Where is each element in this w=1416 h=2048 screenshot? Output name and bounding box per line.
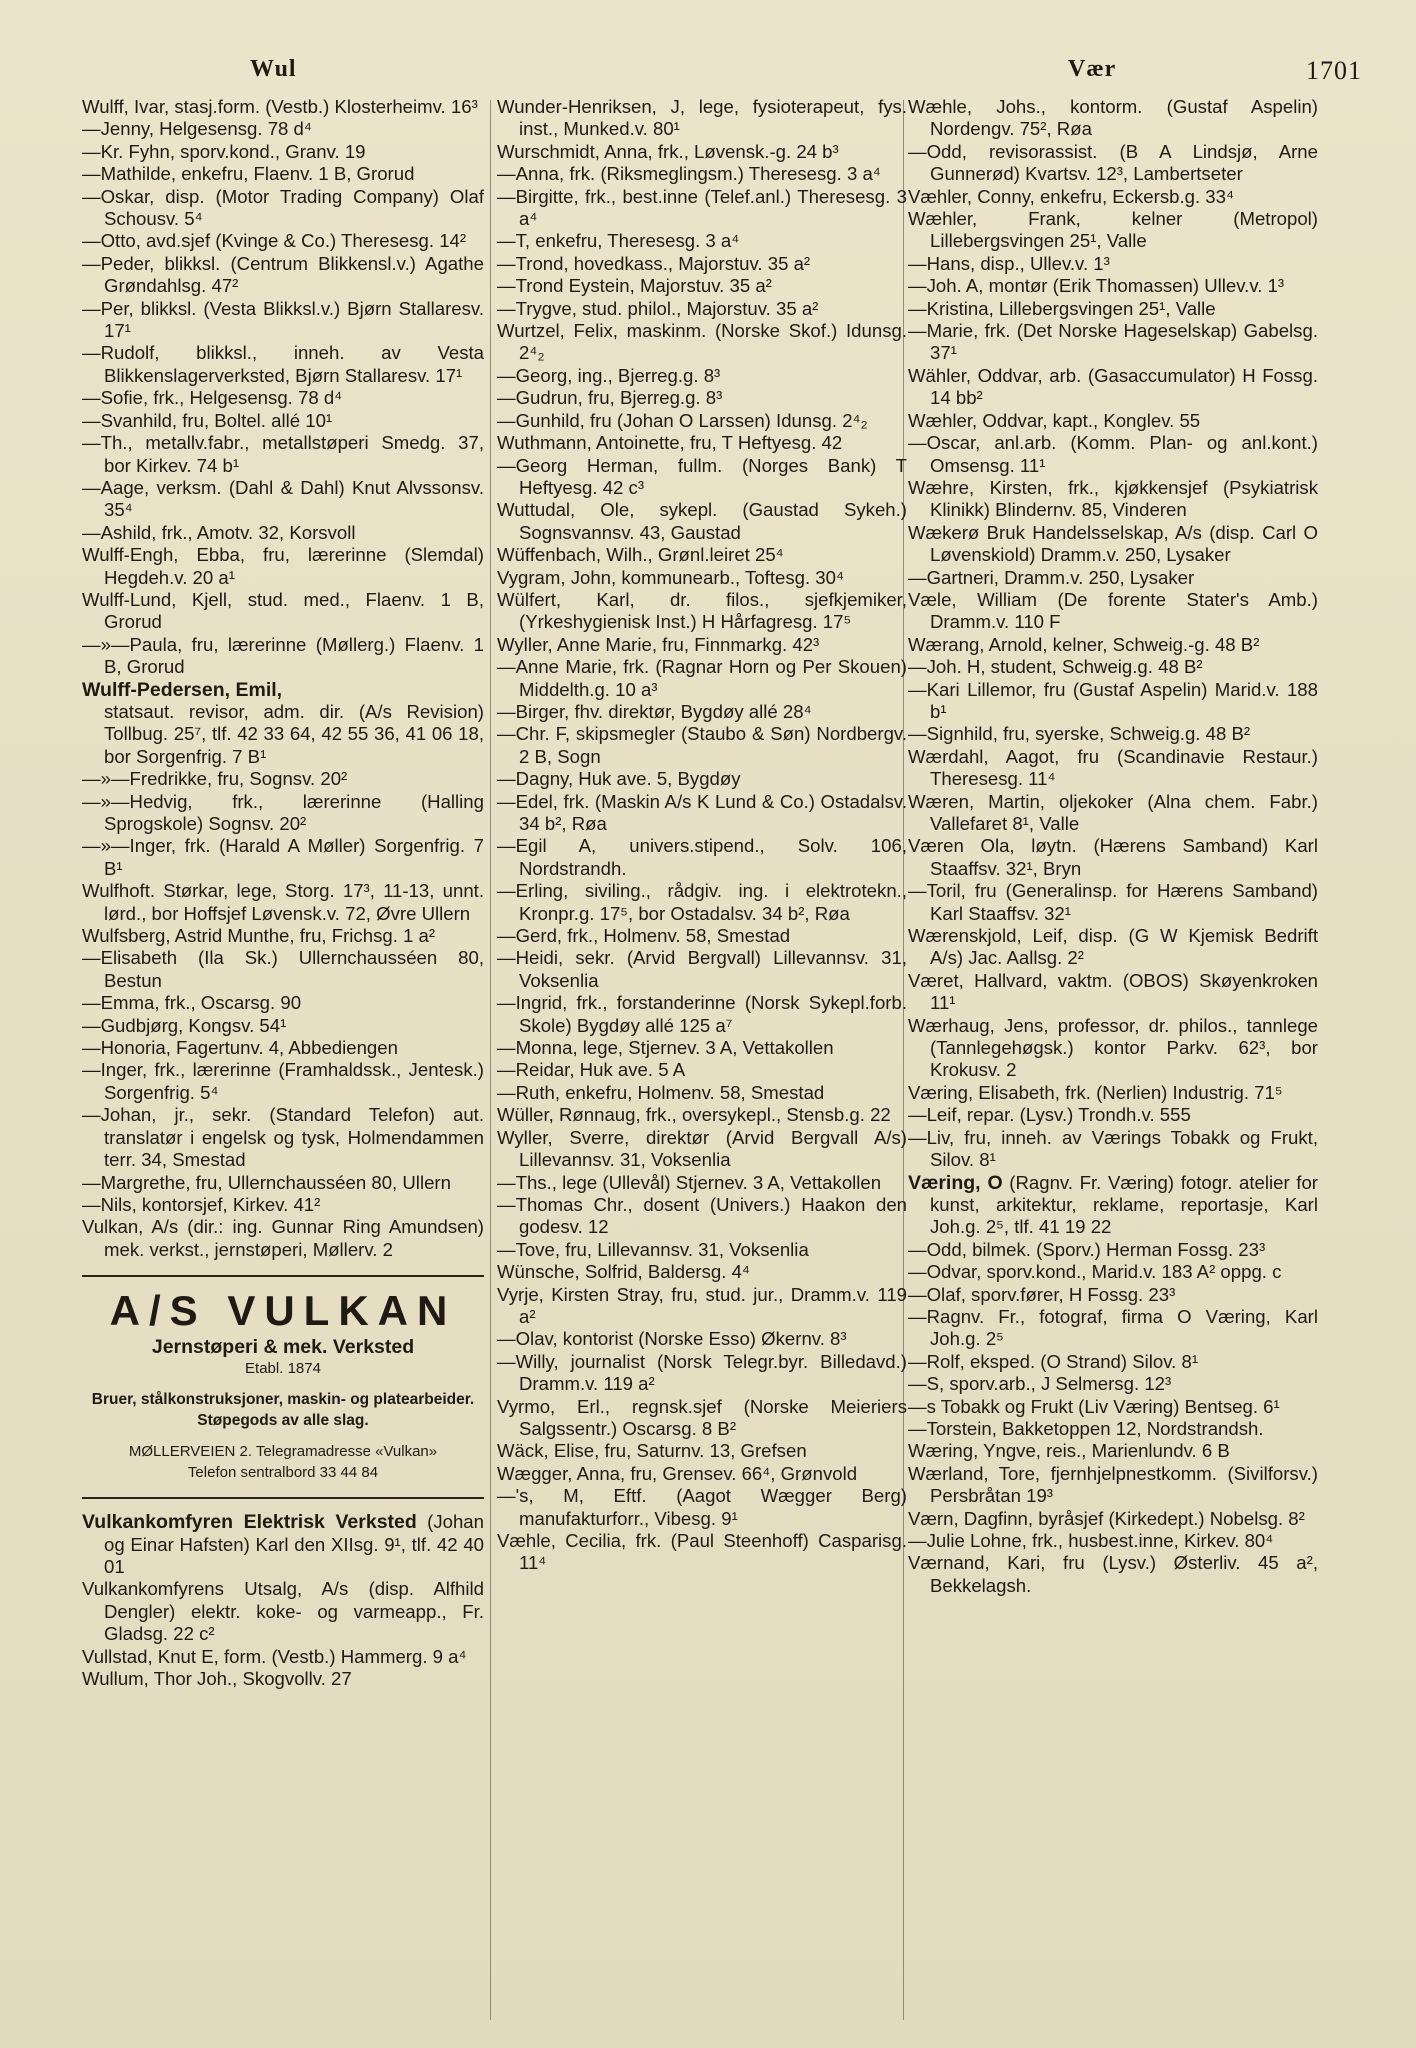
directory-entry: —Per, blikksl. (Vesta Blikksl.v.) Bjørn Stallaresv. 17¹ <box>82 297 484 342</box>
directory-entry: —Leif, repar. (Lysv.) Trondh.v. 555 <box>908 1104 1191 1126</box>
directory-entry: Wähler, Oddvar, arb. (Gasaccumulator) H Fossg. 14 bb² <box>908 364 1318 409</box>
directory-entry: —Gunhild, fru (Johan O Larssen) Idunsg. 2⁴₂ <box>497 409 868 431</box>
directory-entry: —Elisabeth (Ila Sk.) Ullernchausséen 80, Bestun <box>82 947 484 991</box>
directory-entry: Wulff-Lund, Kjell, stud. med., Flaenv. 1 B, Grorud <box>82 588 484 633</box>
directory-entry: —Birger, fhv. direktør, Bygdøy allé 28⁴ <box>497 700 812 722</box>
ad-subtitle: Jernstøperi & mek. Verksted <box>151 1336 415 1359</box>
directory-entry: —Toril, fru (Generalinsp. for Hærens Samband) Karl Staaffsv. 32¹ <box>908 880 1318 924</box>
entry-list <box>908 1239 1318 1598</box>
directory-entry: —Odd, revisorassist. (B A Lindsjø, Arne Gunnerød) Kvartsv. 12³, Lambertseter <box>908 140 1318 185</box>
directory-entry: Wuttudal, Ole, sykepl. (Gaustad Sykeh.) Sognsvannsv. 43, Gaustad <box>497 499 907 543</box>
directory-entry: —T, enkefru, Theresesg. 3 a⁴ <box>497 230 740 252</box>
directory-entry: —Dagny, Huk ave. 5, Bygdøy <box>497 768 741 790</box>
entry-bold-name: Væring, O <box>908 1171 1003 1194</box>
directory-entry: —Margrethe, fru, Ullernchausséen 80, Ullern <box>82 1171 451 1193</box>
entry-list <box>497 96 907 1575</box>
directory-entry: —Mathilde, enkefru, Flaenv. 1 B, Grorud <box>82 163 415 185</box>
directory-entry: —Edel, frk. (Maskin A/s K Lund & Co.) Ostadalsv. 34 b², Røa <box>497 790 907 834</box>
directory-entry: —Joh. A, montør (Erik Thomassen) Ullev.v. 1³ <box>908 275 1285 297</box>
directory-entry: —Willy, journalist (Norsk Telegr.byr. Billedavd.) Dramm.v. 119 a² <box>497 1350 907 1395</box>
directory-entry: Wurtzel, Felix, maskinm. (Norske Skof.) Idunsg. 2⁴₂ <box>497 320 907 364</box>
directory-entry: —Gudbjørg, Kongsv. 54¹ <box>82 1014 287 1036</box>
directory-entry: Wünsche, Solfrid, Baldersg. 4⁴ <box>497 1261 750 1283</box>
entry-bold-name: Vulkankomfyren Elektrisk Verksted <box>82 1511 417 1534</box>
directory-entry: —Thomas Chr., dosent (Univers.) Haakon den godesv. 12 <box>497 1193 907 1238</box>
directory-entry: Wulfsberg, Astrid Munthe, fru, Frichsg. 1 a² <box>82 925 436 947</box>
directory-entry: —Ruth, enkefru, Holmenv. 58, Smestad <box>497 1081 825 1103</box>
directory-entry <box>908 1172 1318 1239</box>
ad-phone: Telefon sentralbord 33 44 84 <box>187 1464 379 1482</box>
entry-bold-name: Wulff-Pedersen, Emil, <box>82 678 283 701</box>
directory-entry: Wærang, Arnold, kelner, Schweig.-g. 48 B² <box>908 633 1260 655</box>
directory-entry: —Ragnv. Fr., fotograf, firma O Væring, Karl Joh.g. 2⁵ <box>908 1305 1318 1350</box>
directory-entry: —Kristina, Lillebergsvingen 25¹, Valle <box>908 297 1216 319</box>
directory-entry: —Aage, verksm. (Dahl & Dahl) Knut Alvssonsv. 35⁴ <box>82 476 484 521</box>
directory-entry: —Olaf, sporv.fører, H Fossg. 23³ <box>908 1283 1176 1305</box>
directory-entry: —Liv, fru, inneh. av Værings Tobakk og Frukt, Silov. 8¹ <box>908 1126 1318 1171</box>
directory-entry: —Ashild, frk., Amotv. 32, Korsvoll <box>82 521 356 543</box>
directory-entry: Wæhle, Johs., kontorm. (Gustaf Aspelin) Nordengv. 75², Røa <box>908 96 1318 140</box>
directory-entry: Wærdahl, Aagot, fru (Scandinavie Restaur.) Theresesg. 11⁴ <box>908 745 1318 790</box>
directory-entry: Wægger, Anna, fru, Grensev. 66⁴, Grønvold <box>497 1462 858 1484</box>
directory-entry: Wullum, Thor Joh., Skogvollv. 27 <box>82 1667 352 1689</box>
directory-entry: —Kari Lillemor, fru (Gustaf Aspelin) Marid.v. 188 b¹ <box>908 678 1318 722</box>
directory-entry: —Anne Marie, frk. (Ragnar Horn og Per Skouen) Middelth.g. 10 a³ <box>497 656 907 700</box>
directory-entry: Wækerø Bruk Handelsselskap, A/s (disp. Carl O Løvenskiold) Dramm.v. 250, Lysaker <box>908 521 1318 566</box>
directory-entry: —Odd, bilmek. (Sporv.) Herman Fossg. 23³ <box>908 1238 1266 1260</box>
directory-entry: Wyller, Sverre, direktør (Arvid Bergvall A/s) Lillevannsv. 31, Voksenlia <box>497 1126 907 1171</box>
column-divider <box>490 100 491 2020</box>
directory-entry: —Rudolf, blikksl., inneh. av Vesta Blikkenslagerverksted, Bjørn Stallaresv. 17¹ <box>82 342 484 386</box>
column-2 <box>497 96 907 2028</box>
entry-list <box>82 1578 484 1690</box>
directory-entry: —Trond, hovedkass., Majorstuv. 35 a² <box>497 252 811 274</box>
directory-entry: Vulkan, A/s (dir.: ing. Gunnar Ring Amundsen) mek. verkst., jernstøperi, Møllerv. 2 <box>82 1216 484 1260</box>
directory-entry: —Rolf, eksped. (O Strand) Silov. 8¹ <box>908 1350 1199 1372</box>
directory-entry: —Monna, lege, Stjernev. 3 A, Vettakollen <box>497 1037 834 1059</box>
directory-entry: —Johan, jr., sekr. (Standard Telefon) aut. translatør i engelsk og tysk, Holmendammen terr. 34, Smestad <box>82 1104 484 1171</box>
directory-entry: —Tove, fru, Lillevannsv. 31, Voksenlia <box>497 1238 809 1260</box>
directory-entry: Wunder-Henriksen, J, lege, fysioterapeut, fys. inst., Munked.v. 80¹ <box>497 96 907 140</box>
directory-entry: Wulfhoft. Størkar, lege, Storg. 17³, 11-13, unnt. lørd., bor Hoffsjef Løvensk.v. 72, Øvre Ullern <box>82 880 484 924</box>
running-head-right: Vær <box>1068 56 1117 82</box>
directory-entry: —Julie Lohne, frk., husbest.inne, Kirkev. 80⁴ <box>908 1530 1274 1551</box>
directory-entry: Wærhaug, Jens, professor, dr. philos., tannlege (Tannlegehøgsk.) kontor Parkv. 62³, bor Krokusv. 2 <box>908 1014 1318 1081</box>
directory-entry: —Erling, siviling., rådgiv. ing. i elektrotekn., Kronpr.g. 17⁵, bor Ostadalsv. 34 b², Røa <box>497 880 907 924</box>
entry-list <box>908 96 1318 1172</box>
directory-entry: Værn, Dagfinn, byråsjef (Kirkedept.) Nobelsg. 8² <box>908 1507 1305 1529</box>
directory-entry: —Torstein, Bakketoppen 12, Nordstrandsh. <box>908 1417 1264 1439</box>
directory-entry: —Anna, frk. (Riksmeglingsm.) Theresesg. 3 a⁴ <box>497 163 881 185</box>
directory-entry: Wäck, Elise, fru, Saturnv. 13, Grefsen <box>497 1440 807 1462</box>
directory-entry: —Georg, ing., Bjerreg.g. 8³ <box>497 364 721 386</box>
directory-entry: —s Tobakk og Frukt (Liv Væring) Bentseg. 6¹ <box>908 1395 1280 1417</box>
directory-entry: Vyrje, Kirsten Stray, fru, stud. jur., Dramm.v. 119 a² <box>497 1283 907 1327</box>
advertisement-vulkan <box>82 1275 484 1499</box>
directory-entry: Væle, William (De forente Stater's Amb.) Dramm.v. 110 F <box>908 588 1318 633</box>
column-3 <box>908 96 1318 2028</box>
directory-entry: —Olav, kontorist (Norske Esso) Økernv. 8³ <box>497 1328 847 1350</box>
directory-entry: Wæhre, Kirsten, frk., kjøkkensjef (Psykiatrisk Klinikk) Blindernv. 85, Vinderen <box>908 476 1318 521</box>
directory-entry: Væhler, Conny, enkefru, Eckersb.g. 33⁴ <box>908 185 1234 207</box>
directory-entry: Wæhler, Frank, kelner (Metropol) Lillebergsvingen 25¹, Valle <box>908 208 1318 252</box>
directory-entry: —Gudrun, fru, Bjerreg.g. 8³ <box>497 387 723 409</box>
directory-entry: Værnand, Kari, fru (Lysv.) Østerliv. 45 a², Bekkelagsh. <box>908 1552 1318 1596</box>
directory-entry: —Peder, blikksl. (Centrum Blikkensl.v.) Agathe Grøndahlsg. 47² <box>82 252 484 297</box>
directory-entry: Wærenskjold, Leif, disp. (G W Kjemisk Bedrift A/s) Jac. Aallsg. 2² <box>908 925 1318 969</box>
directory-entry: —Oskar, disp. (Motor Trading Company) Olaf Schousv. 5⁴ <box>82 185 484 230</box>
directory-entry <box>82 1511 484 1578</box>
column-1 <box>82 96 484 2028</box>
directory-entry: —Otto, avd.sjef (Kvinge & Co.) Theresesg. 14² <box>82 230 467 252</box>
directory-entry: Vyrmo, Erl., regnsk.sjef (Norske Meieriers Salgssentr.) Oscarsg. 8 B² <box>497 1395 907 1439</box>
ad-address: MØLLERVEIEN 2. Telegramadresse «Vulkan» <box>128 1443 438 1461</box>
ad-title: A/S VULKAN <box>109 1287 457 1335</box>
directory-entry: —Hans, disp., Ullev.v. 1³ <box>908 252 1110 274</box>
entry-text: statsaut. revisor, adm. dir. (A/s Revision) Tollbug. 25⁷, tlf. 42 33 64, 42 55 36, 41 06 18, bor Sorgenfrig. 7 B¹ <box>104 700 484 767</box>
directory-entry: —»—Inger, frk. (Harald A Møller) Sorgenfrig. 7 B¹ <box>82 835 484 879</box>
directory-entry: —Nils, kontorsjef, Kirkev. 41² <box>82 1193 321 1215</box>
directory-entry: —»—Fredrikke, fru, Sognsv. 20² <box>82 768 348 790</box>
directory-entry: —Georg Herman, fullm. (Norges Bank) T Heftyesg. 42 c³ <box>497 454 907 498</box>
directory-entry: —S, sporv.arb., J Selmersg. 12³ <box>908 1373 1172 1395</box>
directory-entry: Været, Hallvard, vaktm. (OBOS) Skøyenkroken 11¹ <box>908 969 1318 1014</box>
directory-entry: —Joh. H, student, Schweig.g. 48 B² <box>908 656 1203 678</box>
running-head-left: Wul <box>250 56 297 82</box>
directory-entry: Wæren, Martin, oljekoker (Alna chem. Fabr.) Vallefaret 8¹, Valle <box>908 790 1318 834</box>
directory-entry: —Chr. F, skipsmegler (Staubo & Søn) Nordbergv. 2 B, Sogn <box>497 723 907 767</box>
directory-entry: —Gartneri, Dramm.v. 250, Lysaker <box>908 566 1195 588</box>
directory-entry: —Marie, frk. (Det Norske Hageselskap) Gabelsg. 37¹ <box>908 320 1318 364</box>
directory-entry: —Ths., lege (Ullevål) Stjernev. 3 A, Vettakollen <box>497 1171 882 1193</box>
entry-text: (Ragnv. Fr. Væring) fotogr. atelier for kunst, arkitektur, reklame, reportasje, Karl Joh.g. 2⁵, tlf. 41 19 22 <box>930 1171 1318 1238</box>
directory-entry: —Egil A, univers.stipend., Solv. 106, Nordstrandh. <box>497 835 907 879</box>
directory-entry: Wuthmann, Antoinette, fru, T Heftyesg. 42 <box>497 432 843 454</box>
directory-entry: —»—Hedvig, frk., lærerinne (Halling Sprogskole) Sognsv. 20² <box>82 790 484 834</box>
directory-entry: Wulff, Ivar, stasj.form. (Vestb.) Klosterheimv. 16³ <box>82 96 478 117</box>
directory-entry: —Svanhild, fru, Boltel. allé 10¹ <box>82 409 333 431</box>
ad-established: Etabl. 1874 <box>245 1360 321 1378</box>
directory-entry: —Trond Eystein, Majorstuv. 35 a² <box>497 275 772 297</box>
directory-entry: —»—Paula, fru, lærerinne (Møllerg.) Flaenv. 1 B, Grorud <box>82 633 484 678</box>
directory-entry: —Trygve, stud. philol., Majorstuv. 35 a² <box>497 297 819 319</box>
directory-entry: —Gerd, frk., Holmenv. 58, Smestad <box>497 925 791 947</box>
directory-entry: Vulkankomfyrens Utsalg, A/s (disp. Alfhild Dengler) elektr. koke- og varmeapp., Fr. Gladsg. 22 c² <box>82 1578 484 1645</box>
directory-entry: Vullstad, Knut E, form. (Vestb.) Hammerg. 9 a⁴ <box>82 1645 467 1667</box>
directory-entry: —Th., metallv.fabr., metallstøperi Smedg. 37, bor Kirkev. 74 b¹ <box>82 432 484 476</box>
entry-list <box>82 768 484 1261</box>
directory-entry: Wyller, Anne Marie, fru, Finnmarkg. 42³ <box>497 633 820 655</box>
directory-entry: Wurschmidt, Anna, frk., Løvensk.-g. 24 b³ <box>497 140 839 162</box>
directory-entry: —Birgitte, frk., best.inne (Telef.anl.) Theresesg. 3 a⁴ <box>497 185 907 230</box>
directory-entry: Wærland, Tore, fjernhjelpnestkomm. (Sivilforsv.) Persbråtan 19³ <box>908 1462 1318 1507</box>
directory-entry: —Sofie, frk., Helgesensg. 78 d⁴ <box>82 387 343 409</box>
directory-entry: —Odvar, sporv.kond., Marid.v. 183 A² oppg. c <box>908 1261 1282 1283</box>
directory-entry: —Reidar, Huk ave. 5 A <box>497 1059 686 1081</box>
page-number: 1701 <box>1306 56 1362 85</box>
ad-footer <box>82 1441 484 1499</box>
entry-list <box>82 96 484 679</box>
entry-text: (Johan og Einar Hafsten) Karl den XIIsg. 9¹, tlf. 42 40 01 <box>104 1511 484 1577</box>
directory-entry: —Emma, frk., Oscarsg. 90 <box>82 992 302 1014</box>
directory-entry: —Signhild, fru, syerske, Schweig.g. 48 B² <box>908 723 1251 745</box>
directory-entry: Wulff-Engh, Ebba, fru, lærerinne (Slemdal) Hegdeh.v. 20 a¹ <box>82 544 484 588</box>
directory-entry: —Ingrid, frk., forstanderinne (Norsk Sykepl.forb. Skole) Bygdøy allé 125 a⁷ <box>497 992 907 1036</box>
directory-entry: Væring, Elisabeth, frk. (Nerlien) Industrig. 71⁵ <box>908 1081 1283 1103</box>
directory-entry: —Jenny, Helgesensg. 78 d⁴ <box>82 118 312 140</box>
directory-entry: —Heidi, sekr. (Arvid Bergvall) Lillevannsv. 31, Voksenlia <box>497 947 907 991</box>
directory-entry: —Honoria, Fagertunv. 4, Abbediengen <box>82 1037 398 1059</box>
directory-entry: —Kr. Fyhn, sporv.kond., Granv. 19 <box>82 140 366 162</box>
directory-entry: Wæring, Yngve, reis., Marienlundv. 6 B <box>908 1440 1230 1462</box>
directory-entry: Wüffenbach, Wilh., Grønl.leiret 25⁴ <box>497 544 784 566</box>
directory-entry: Wæhler, Oddvar, kapt., Konglev. 55 <box>908 409 1201 431</box>
directory-entry: Væren Ola, løytn. (Hærens Samband) Karl Staaffsv. 32¹, Bryn <box>908 835 1318 879</box>
directory-entry <box>82 679 484 769</box>
directory-entry: —Inger, frk., lærerinne (Framhaldssk., Jentesk.) Sorgenfrig. 5⁴ <box>82 1059 484 1103</box>
directory-entry: Wüller, Rønnaug, frk., oversykepl., Stensb.g. 22 <box>497 1104 891 1126</box>
directory-entry: —'s, M, Eftf. (Aagot Wægger Berg) manufakturforr., Vibesg. 9¹ <box>497 1485 907 1529</box>
directory-entry: Væhle, Cecilia, frk. (Paul Steenhoff) Casparisg. 11⁴ <box>497 1530 907 1574</box>
directory-entry: Wülfert, Karl, dr. filos., sjefkjemiker, (Yrkeshygienisk Inst.) H Hårfagresg. 17⁵ <box>497 588 907 633</box>
directory-entry: Vygram, John, kommunearb., Toftesg. 30⁴ <box>497 566 844 588</box>
directory-entry: —Oscar, anl.arb. (Komm. Plan- og anl.kont.) Omsensg. 11¹ <box>908 432 1318 476</box>
ad-body: Bruer, stålkonstruksjoner, maskin- og platearbeider. Støpegods av alle slag. <box>91 1391 475 1430</box>
